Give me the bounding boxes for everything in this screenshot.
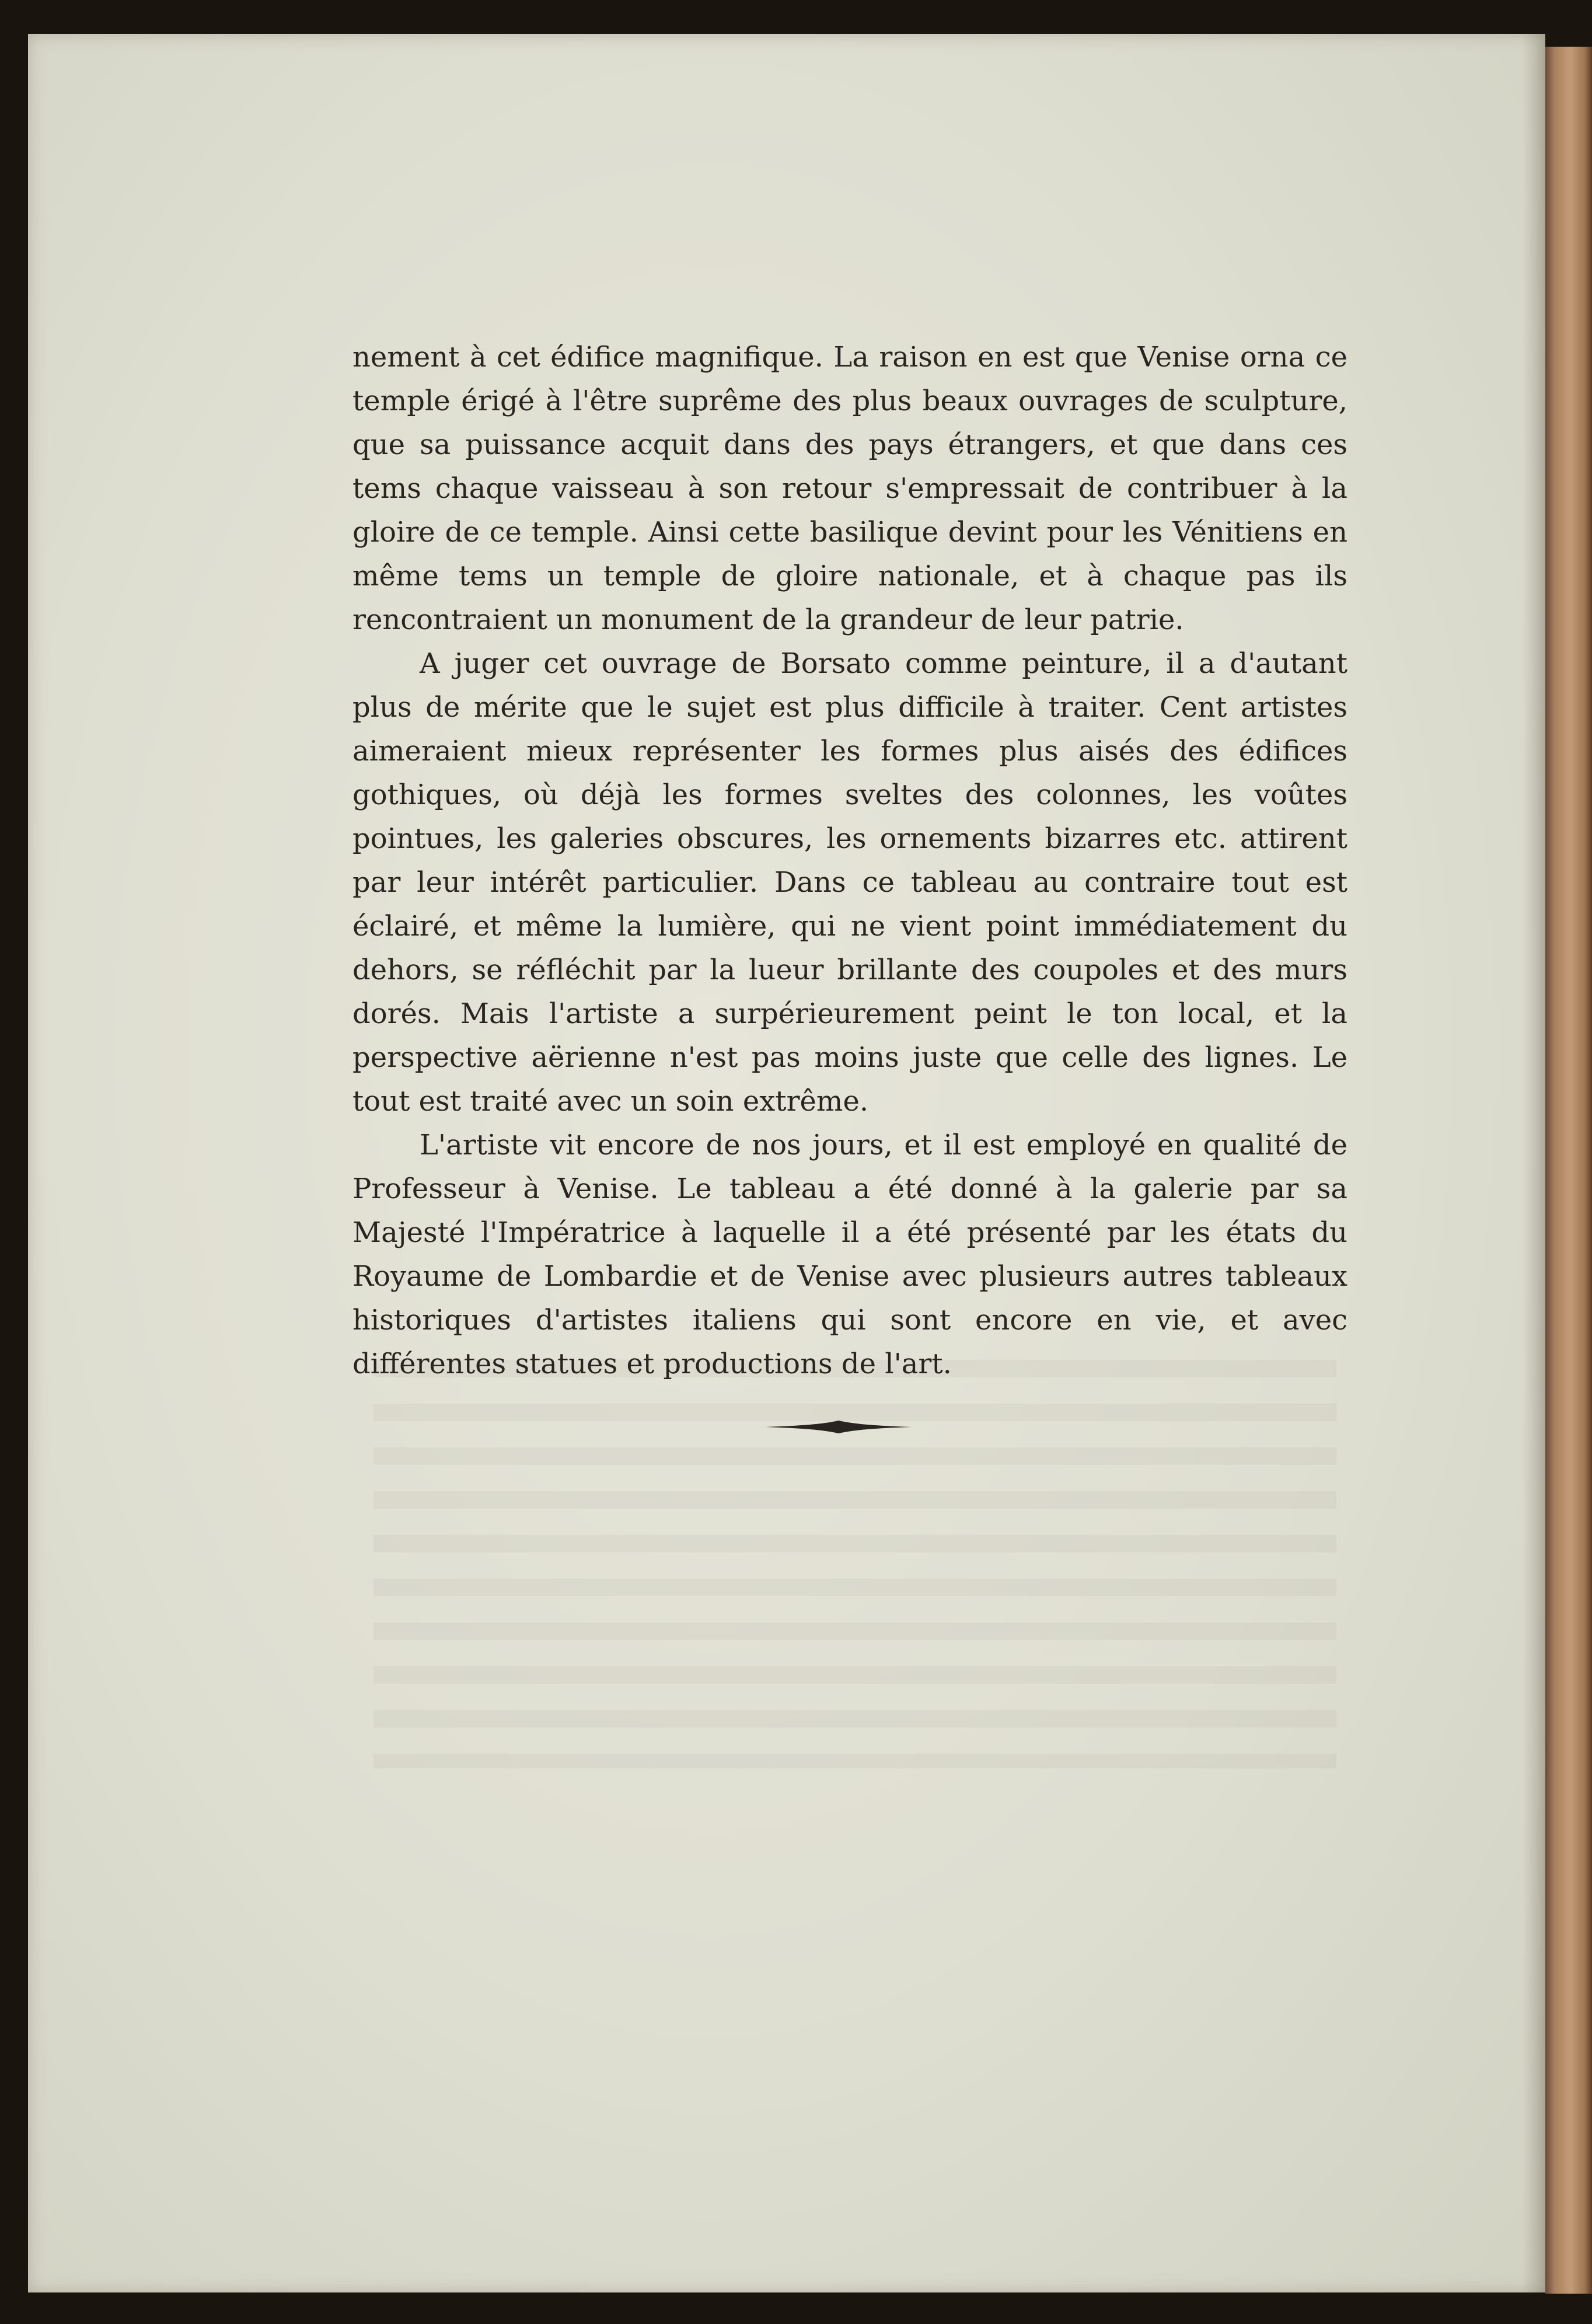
page-edge-shadow xyxy=(1522,34,1545,2292)
paragraph-2: A juger cet ouvrage de Borsato comme peinture, il a d'autant plus de mérite que le sujet est plus difficile à traiter. Cent artistes aimeraient mieux représenter les formes plus aisés des édifices gothiques, où déjà les formes sveltes des colonnes, les voûtes pointues, les galeries obscures, les ornements bizarres etc. attirent par leur intérêt particulier. Dans ce tableau au contraire tout est éclairé, et même la lumière, qui ne vient point immédiatement du dehors, se réfléchit par la lueur brillante des coupoles et des murs dorés. Mais l'artiste a surpérieurement peint le ton local, et la perspective aërienne n'est pas moins juste que celle des lignes. Le tout est traité avec un soin extrême. xyxy=(352,647,1347,1118)
book-spine xyxy=(1545,47,1592,2294)
paragraph-1: nement à cet édifice magnifique. La raison en est que Venise orna ce temple érigé à l'être suprême des plus beaux ouvrages de sculpture, que sa puissance acquit dans des pays étrangers, et que dans ces tems chaque vaisseau à son retour s'empressait de contribuer à la gloire de ce temple. Ainsi cette basilique devint pour les Vénitiens en même tems un temple de gloire nationale, et à chaque pas ils rencontraient un monument de la grandeur de leur patrie. xyxy=(352,341,1347,636)
ornament-divider-icon xyxy=(766,1418,912,1436)
main-text xyxy=(352,336,1347,1386)
paragraph-3: L'artiste vit encore de nos jours, et il est employé en qualité de Professeur à Venise. Le tableau a été donné à la galerie par sa Majesté l'Impératrice à laquelle il a été présenté par les états du Royaume de Lombardie et de Venise avec plusieurs autres tableaux historiques d'artistes italiens qui sont encore en vie, et avec différentes statues et productions de l'art. xyxy=(352,1129,1347,1380)
